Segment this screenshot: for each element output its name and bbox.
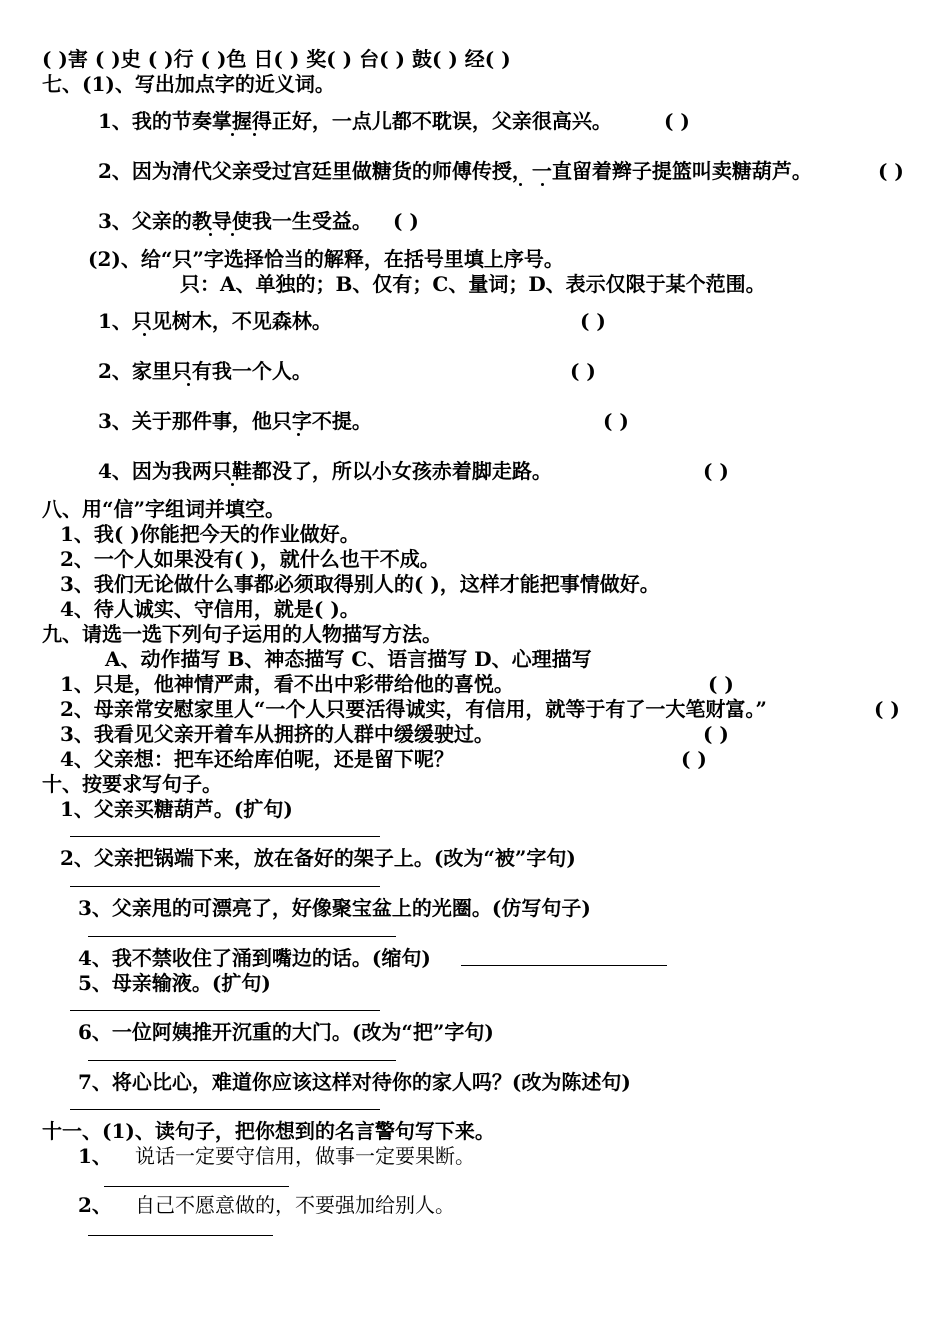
- s9-item-1-blank[interactable]: ( ): [708, 672, 734, 696]
- s8-item-2: 2、一个人如果没有( )，就什么也干不成。: [60, 547, 440, 571]
- section-10-title: 十、按要求写句子。: [42, 772, 222, 796]
- answer-line[interactable]: [88, 1235, 273, 1236]
- zhi-item-1-blank[interactable]: ( ): [580, 309, 606, 333]
- answer-line[interactable]: [88, 1060, 396, 1061]
- emphasis-dot: [209, 233, 212, 236]
- section-7-sub-title: (2)、给“只”字选择恰当的解释，在括号里填上序号。: [88, 247, 564, 271]
- s10-item-6: 6、一位阿姨推开沉重的大门。(改为“把”字句): [78, 1020, 494, 1044]
- section-9-title: 九、请选一选下列句子运用的人物描写方法。: [42, 622, 442, 646]
- zhi-item-4-blank[interactable]: ( ): [703, 459, 729, 483]
- s9-item-4: 4、父亲想：把车还给库伯呢，还是留下呢？: [60, 747, 454, 771]
- s7-item-1-blank[interactable]: ( ): [664, 109, 690, 133]
- s9-item-4-blank[interactable]: ( ): [681, 747, 707, 771]
- s10-item-2: 2、父亲把锅端下来，放在备好的架子上。(改为“被”字句): [60, 846, 576, 870]
- s11-item-1: 说话一定要守信用，做事一定要果断。: [135, 1144, 475, 1168]
- answer-line[interactable]: [88, 936, 396, 937]
- emphasis-dot: [231, 233, 234, 236]
- emphasis-dot: [187, 383, 190, 386]
- s7-item-2-blank[interactable]: ( ): [878, 159, 904, 183]
- emphasis-dot: [143, 333, 146, 336]
- s8-item-4: 4、待人诚实、守信用，就是( )。: [60, 597, 360, 621]
- emphasis-dot: [297, 433, 300, 436]
- zhi-options: 只：A、单独的；B、仅有；C、量词；D、表示仅限于某个范围。: [180, 272, 766, 296]
- answer-line[interactable]: [70, 836, 380, 837]
- s9-item-3-blank[interactable]: ( ): [703, 722, 729, 746]
- emphasis-dot: [231, 133, 234, 136]
- answer-line[interactable]: [70, 1109, 380, 1110]
- emphasis-dot: [253, 133, 256, 136]
- description-options: A、动作描写 B、神态描写 C、语言描写 D、心理描写: [105, 647, 592, 671]
- s9-item-3: 3、我看见父亲开着车从拥挤的人群中缓缓驶过。: [60, 722, 494, 746]
- s7-item-2: 2、因为清代父亲受过宫廷里做糖货的师傅传授，一直留着辫子提篮叫卖糖葫芦。: [98, 159, 812, 183]
- zhi-item-3: 3、关于那件事，他只字不提。: [98, 409, 372, 433]
- s7-item-3: 3、父亲的教导使我一生受益。: [98, 209, 372, 233]
- s10-item-1: 1、父亲买糖葫芦。(扩句): [60, 797, 293, 821]
- answer-line[interactable]: [70, 1010, 380, 1011]
- char-fill-row: ( )害 ( )史 ( )行 ( )色 日( ) 奖( ) 台( ) 鼓( ) 经( ): [42, 47, 511, 71]
- zhi-item-3-blank[interactable]: ( ): [603, 409, 629, 433]
- s11-item-2: 自己不愿意做的，不要强加给别人。: [135, 1193, 455, 1217]
- s11-item-1-num: 1、: [78, 1144, 112, 1168]
- s9-item-2-blank[interactable]: ( ): [874, 697, 900, 721]
- section-8-title: 八、用“信”字组词并填空。: [42, 497, 286, 521]
- emphasis-dot: [541, 183, 544, 186]
- s11-item-2-num: 2、: [78, 1193, 112, 1217]
- s10-item-3: 3、父亲甩的可漂亮了，好像聚宝盆上的光圈。(仿写句子): [78, 896, 591, 920]
- zhi-item-4: 4、因为我两只鞋都没了，所以小女孩赤着脚走路。: [98, 459, 552, 483]
- s8-item-3: 3、我们无论做什么事都必须取得别人的( )，这样才能把事情做好。: [60, 572, 660, 596]
- zhi-item-1: 1、只见树木，不见森林。: [98, 309, 332, 333]
- s9-item-1: 1、只是，他神情严肃，看不出中彩带给他的喜悦。: [60, 672, 514, 696]
- section-11-title: 十一、(1)、读句子，把你想到的名言警句写下来。: [42, 1119, 495, 1143]
- emphasis-dot: [231, 483, 234, 486]
- s7-item-3-blank[interactable]: ( ): [393, 209, 419, 233]
- section-7-title: 七、(1)、写出加点字的近义词。: [42, 72, 335, 96]
- zhi-item-2: 2、家里只有我一个人。: [98, 359, 312, 383]
- s8-item-1: 1、我( )你能把今天的作业做好。: [60, 522, 360, 546]
- s7-item-1: 1、我的节奏掌握得正好，一点儿都不耽误，父亲很高兴。: [98, 109, 612, 133]
- zhi-item-2-blank[interactable]: ( ): [570, 359, 596, 383]
- answer-line[interactable]: [70, 886, 380, 887]
- answer-line[interactable]: [461, 965, 667, 966]
- s10-item-4: 4、我不禁收住了涌到嘴边的话。(缩句): [78, 946, 431, 970]
- s9-item-2: 2、母亲常安慰家里人“一个人只要活得诚实，有信用，就等于有了一大笔财富。”: [60, 697, 767, 721]
- s10-item-7: 7、将心比心，难道你应该这样对待你的家人吗？(改为陈述句): [78, 1070, 631, 1094]
- s10-item-5: 5、母亲输液。(扩句): [78, 971, 271, 995]
- answer-line[interactable]: [104, 1186, 289, 1187]
- emphasis-dot: [519, 183, 522, 186]
